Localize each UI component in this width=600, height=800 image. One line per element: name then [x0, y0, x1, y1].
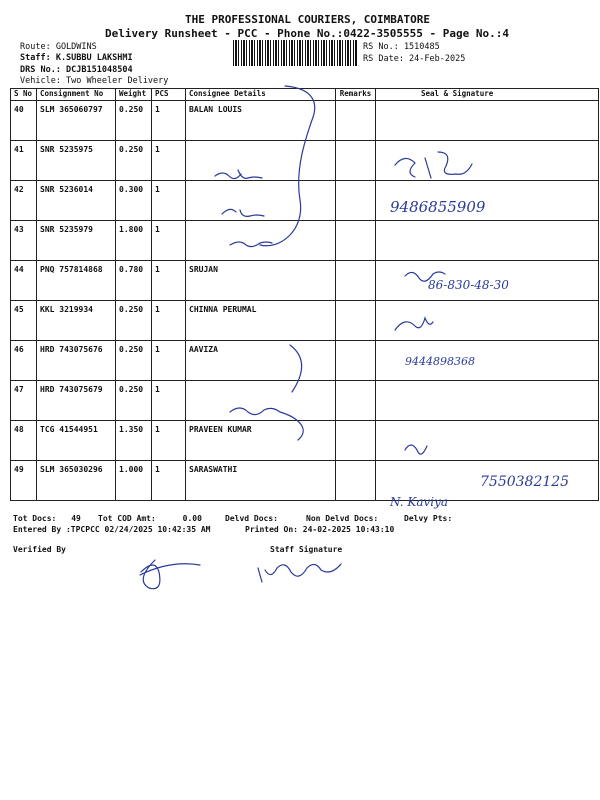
row-weight: 0.780 — [116, 261, 152, 301]
delvd-docs: Delvd Docs: — [225, 514, 278, 523]
row-consignee: SRUJAN — [186, 261, 336, 301]
col-pcs: PCS — [152, 89, 186, 101]
row-sno: 43 — [11, 221, 37, 261]
row-pcs: 1 — [152, 221, 186, 261]
printed-on: Printed On: 24-02-2025 10:43:10 — [245, 525, 395, 534]
col-consignee: Consignee Details — [186, 89, 336, 101]
signature-45 — [395, 318, 433, 330]
delvy-pts: Delvy Pts: — [404, 514, 453, 523]
row-sno: 45 — [11, 301, 37, 341]
row-consignment-no: PNQ 757814868 — [37, 261, 116, 301]
handwritten-name-49: N. Kaviya — [390, 495, 449, 509]
tot-docs-value: 49 — [71, 514, 81, 523]
handwritten-phone-42: 9486855909 — [390, 198, 486, 216]
row-consignee: PRAVEEN KUMAR — [186, 421, 336, 461]
row-consignment-no: KKL 3219934 — [37, 301, 116, 341]
staff-signature: Staff Signature — [270, 545, 343, 554]
row-pcs: 1 — [152, 461, 186, 501]
row-sno: 42 — [11, 181, 37, 221]
handwritten-phone-46: 9444898368 — [405, 355, 475, 368]
row-consignment-no: SLM 365030296 — [37, 461, 116, 501]
row-pcs: 1 — [152, 381, 186, 421]
route-label: Route: GOLDWINS — [20, 42, 97, 52]
row-consignee: CHINNA PERUMAL — [186, 301, 336, 341]
col-remarks: Remarks — [336, 89, 376, 101]
runsheet-title: Delivery Runsheet - PCC - Phone No.:0422-3505555 - Page No.:4 — [105, 27, 509, 40]
row-consignment-no: HRD 743075679 — [37, 381, 116, 421]
row-sno: 49 — [11, 461, 37, 501]
row-weight: 0.250 — [116, 141, 152, 181]
row-pcs: 1 — [152, 101, 186, 141]
row-consignment-no: SNR 5235979 — [37, 221, 116, 261]
handwritten-phone-44: 86-830-48-30 — [428, 278, 509, 292]
staff-signature-scrawl — [258, 564, 341, 582]
row-weight: 0.250 — [116, 341, 152, 381]
entered-by: Entered By :TPCPCC 02/24/2025 10:42:35 AM — [13, 525, 211, 534]
row-consignment-no: SNR 5236014 — [37, 181, 116, 221]
rs-number: RS No.: 1510485 — [363, 42, 440, 52]
verified-by: Verified By — [13, 545, 66, 554]
row-pcs: 1 — [152, 341, 186, 381]
staff-label: Staff: K.SUBBU LAKSHMI — [20, 53, 133, 63]
drs-number: DRS No.: DCJB151048504 — [20, 65, 133, 75]
row-pcs: 1 — [152, 301, 186, 341]
ditto-bracket — [260, 86, 315, 246]
row-pcs: 1 — [152, 421, 186, 461]
tot-docs-label: Tot Docs: — [13, 514, 57, 523]
tot-docs — [13, 514, 81, 523]
non-delvd-docs: Non Delvd Docs: — [306, 514, 379, 523]
col-consignment: Consignment No — [37, 89, 116, 101]
row-consignee: SARASWATHI — [186, 461, 336, 501]
row-weight: 1.350 — [116, 421, 152, 461]
row-weight: 0.300 — [116, 181, 152, 221]
verified-signature — [140, 560, 200, 589]
row-consignment-no: TCG 41544951 — [37, 421, 116, 461]
row-weight: 0.250 — [116, 101, 152, 141]
row-pcs: 1 — [152, 181, 186, 221]
rs-date: RS Date: 24-Feb-2025 — [363, 54, 466, 64]
row-weight: 1.000 — [116, 461, 152, 501]
row-weight: 0.250 — [116, 301, 152, 341]
ditto-mark-42 — [222, 209, 264, 216]
row-weight: 0.250 — [116, 381, 152, 421]
tot-cod — [98, 514, 202, 523]
row-consignment-no: SLM 365060797 — [37, 101, 116, 141]
col-weight: Weight — [116, 89, 152, 101]
tot-cod-label: Tot COD Amt: — [98, 514, 156, 523]
row-consignee: BALAN LOUIS — [186, 101, 336, 141]
col-seal-signature: Seal & Signature — [376, 89, 599, 101]
row-consignment-no: HRD 743075676 — [37, 341, 116, 381]
handwritten-phone-49: 7550382125 — [480, 474, 570, 490]
row-sno: 46 — [11, 341, 37, 381]
row-consignment-no: SNR 5235975 — [37, 141, 116, 181]
bracket-46-47 — [230, 345, 303, 440]
row-consignee: AAVIZA — [186, 341, 336, 381]
row-weight: 1.800 — [116, 221, 152, 261]
row-sno: 41 — [11, 141, 37, 181]
vehicle-label: Vehicle: Two Wheeler Delivery — [20, 76, 169, 86]
row-sno: 48 — [11, 421, 37, 461]
row-sno: 47 — [11, 381, 37, 421]
row-pcs: 1 — [152, 141, 186, 181]
row-sno: 40 — [11, 101, 37, 141]
company-name: THE PROFESSIONAL COURIERS, COIMBATORE — [185, 13, 431, 26]
row-pcs: 1 — [152, 261, 186, 301]
ditto-mark-41 — [215, 170, 262, 179]
col-sno: S No — [11, 89, 37, 101]
tot-cod-value: 0.00 — [182, 514, 202, 523]
signature-48 — [405, 445, 427, 454]
row-sno: 44 — [11, 261, 37, 301]
signature-41 — [395, 152, 472, 178]
